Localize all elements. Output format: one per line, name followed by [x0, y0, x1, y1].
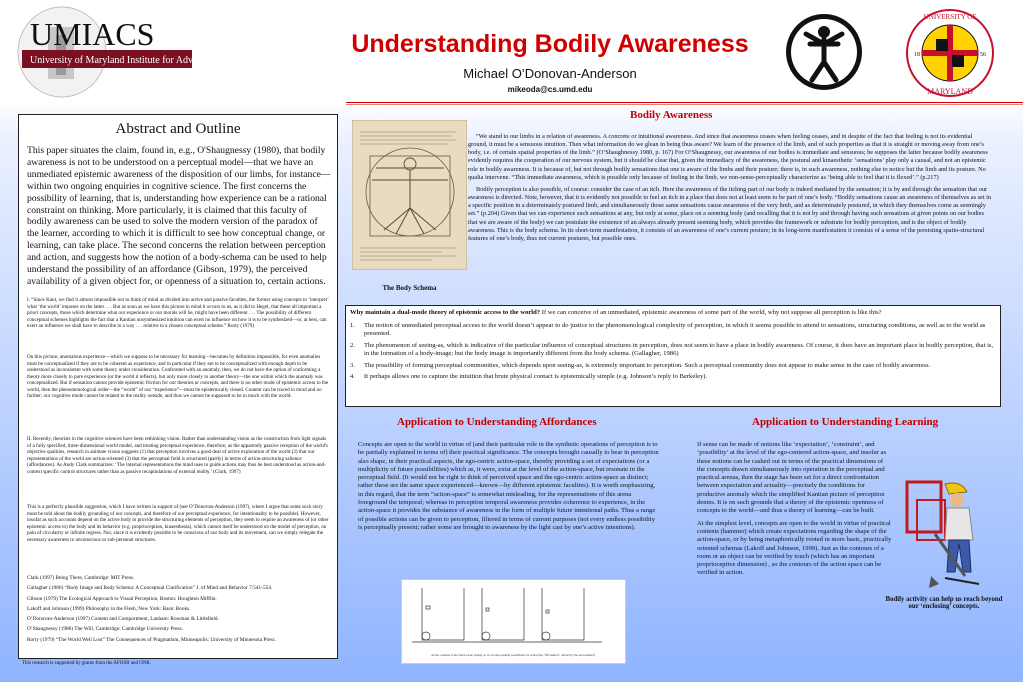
list-item-number: 1.	[350, 322, 355, 329]
seal-top-text: UNIVERSITY OF	[923, 13, 977, 21]
question-lead-rest: If we can conceive of an unmediated, epistemic awareness of some part of the world, why not suppose all perception is like this?	[540, 309, 882, 316]
question-lead-bold: Why maintain a dual-mode theory of epistemic access to the world?	[350, 309, 541, 316]
reference-item: Rorty (1979) “The World Well Lost” The Consequences of Pragmatism, Minneapolis: University of Minnesota Press.	[27, 636, 276, 643]
list-item-number: 4.	[350, 373, 355, 381]
reference-item: Gibson (1979) The Ecological Approach to Visual Perception, Boston: Houghton Mifflin.	[27, 595, 217, 602]
list-item-text: The phenomenon of seeing-as, which is indicative of the particular influence of conceptual structures in perception, does not seem to have a place in bodily awareness. Of course, it does have an important place in bodily perception, that is, in the formation of a body-image; but the body image is importantly different from the body schema. (Gallagher, 1986)	[364, 341, 994, 358]
reference-item: Gallagher (1986) “Body Image and Body Schema: A Conceptual Clarification” J. of Mind and Behavior 7:541-554.	[27, 585, 273, 592]
references-list	[27, 573, 331, 645]
header-divider-secondary	[346, 104, 1023, 105]
funding-note: This research is supported by grants from the AFOSR and ONR.	[22, 661, 152, 666]
footnote-one-continued: On this picture, anomalous experience—which we suppose to be necessary for learning—becomes by definition impossible, for even anomalies must be conceptualized if they are to be coherent as experience, and in particular if they are to be conceptualized with enough depth to be understood as inconsistent with some theory under consideration. Confronted with an anomaly, then, we do not have the option of conforming a theory more closely to pure experience (or the world it reflects), but only more closely to another theory—the one within which the anomaly was conceptualized. But if sensation cannot provide epistemic friction for our theories or concepts, and there is no other mode of epistemic access to the world, then the phenomenological order—the “world” of our “experience”—must be epistemically closed. Content can be traced to mind and no further; our cognitive mode cannot be related to the reality outside, and thus we cannot be supposed to be in touch with the world.	[27, 354, 329, 399]
reference-item: Lakoff and Johnson (1999) Philosophy in the Flesh, New York: Basic Books.	[27, 605, 191, 612]
seal-year-left: 18	[914, 52, 920, 58]
body-schema-caption: The Body Schema	[382, 284, 437, 292]
footnote-one: I. “Since Kant, we find it almost impossible not to think of mind as divided into active and passive faculties, the former using concepts to ‘interpret’ what ‘the world’ imposes on the latter . . . But as soon as we have this picture in mind it occurs to us, as it did to Hegel, that these all important a priori concepts, those which determine what our experience or our morals will be, might have been different . . . The possibility of different conceptual schemes highlights the fact that a Kantian unsynthesized intuition can exert no influence on how it is to be synthesized—or, at best, can exert an influence we shall have to describe in a way . . . relative to a chosen conceptual scheme.” Rorty (1979)	[27, 297, 329, 329]
abstract-panel	[18, 114, 338, 659]
seal-year-right: 56	[980, 52, 986, 58]
circular-figure-logo	[784, 12, 864, 92]
list-item-text: The notion of unmediated perceptual access to the world doesn’t appear to do justice to the phenomenological complexity of perception, in which it seems possible to attend to sensations, structuring conditions, as well as to the world as presented.	[364, 322, 986, 338]
affordances-figure	[401, 579, 626, 664]
list-item-text: The possibility of forming perceptual communities, which depends upon seeing-as, is extremely important to perception. Such a perceptual community does not appear to make sense in the case of bodily awareness.	[364, 361, 931, 369]
learning-figure-caption: Bodily activity can help us reach beyond our ‘enclosing’ concepts.	[885, 596, 1003, 610]
umiacs-wordmark: UMIACS	[30, 16, 155, 52]
list-item	[350, 373, 996, 381]
bodily-paragraph: Bodily perception is also possible, of course: consider the case of an itch. Here the awareness of the itching part of our body is indeed mediated by the sensation; it is by and through the sensation that our awareness is directed. Note, however, that it is evidently not possible to feel an itch in a place that does not at least seem to be part of one’s body. “Bodily sensations cause an awareness of themselves as set in a specific position in a determinately postured limb, and simultaneously those same sensations cause awareness of the very limb, and as determinately postured, in which they themselves come as seemingly set.” (p.204) Given that we can experience such sensations at any, but only at some, place on a seeming body (and recalling that it is not by and through having such sensations at given points on our bodies that we are aware of the body) we can postulate the existence of an always already present seeming body, which provides the framework or substrate for bodily perception, and is the object of bodily awareness. This is the body schema. In its short-term manifestation, it consists of an awareness of one’s current posture; in its long-term manifestation it consists of a sense of the persisting spatio-structural features of one’s body, thus not current postures, but possible ones.	[468, 185, 992, 242]
vitruvian-man-image	[352, 120, 467, 270]
author-email[interactable]: mikeoda@cs.umd.edu	[507, 85, 593, 94]
author-name: Michael O’Donovan-Anderson	[463, 66, 637, 81]
bodily-paragraph: “We stand to our limbs in a relation of awareness. A concrete or intuitional awareness. And since that awareness ceases when feeling ceases, and in despite of the fact that feeling is not its evidential ground, it must be a sensuous intuition. Then what information do we glean in being thus aware? We learn of the presence of the limb, and of such properties as that it is straight or moving away from one’s body, i.e. of certain spatial properties of the limb.” (O’Shaughnessy 1980, p. 167) For O’Shaugnessy, our awareness of our bodies is immediate and sensuous; he supposes the latter because bodily awareness evidently requires the cooperation of our nervous system, but it should be clear that, given the immediacy of the awareness, the postural and kinaesthetic ‘sensations’ play only a causal, and not an epistemic role in bodily awareness. It is because of, but not through bodily sensations that one is aware of the limbs and their posture; there is, in such awareness, nothing else to notice but the limb and its posture. No qualia intervene. “This immediate awareness, which is possible only because of feeling in the limb, we non-sense-perceptually characterize as ‘being able to feel that it is flexed’.” (p.217)	[468, 133, 988, 181]
abstract-heading: Abstract and Outline	[115, 121, 241, 137]
list-item-text: It perhaps allows one to capture the intuition that brute physical contact is epistemically simple (e.g. Johnson’s reply to Berkeley).	[364, 373, 708, 381]
affordances-body: Concepts are open to the world in virtue of (and their particular role in the synthetic operations of perception is to be partially explained in terms of) their practical significance. The concepts brought causally to bear in perception also shape, in their practical aspects, the ego-centric action-space, thereby providing a set of expectations (or a multiplicity of future possibilities) which as, it were, exist at the level of the action-space, but resonate in the perceptual field. (It would not be right to think of perceived space and the ego-centric action-space as distinct; rather these are the same space experienced—known—by different epistemic faculties). It is worth emphasizing, in this regard, that the term “action-space” is somewhat misleading, for the representations of this arena foreground the temporal; whereas in perception temporal awareness provides coherence to experience, in the action-space it provides the substance of awareness in the form of multiple future intentional paths. Thus a range of possible actions can be given to perception, filtered in terms of current purposes (not every endless possibility is perceptually present; rather some are brought to awareness by the light cast by one’s active intentions).	[358, 441, 659, 531]
list-item-number: 2.	[350, 341, 355, 349]
bodily-awareness-body	[468, 133, 993, 247]
university-of-maryland-seal	[905, 8, 995, 98]
reference-item: O’Donovan-Anderson (1997) Content and Comportment, Lanham: Rowman & Littlefield.	[27, 616, 219, 623]
reference-item: Clark (1997) Being There, Cambridge: MIT Press.	[27, 575, 135, 581]
abstract-body: This paper situates the claim, found in, e.g., O'Shaugnessy (1980), that bodily awareness is not to be understood on a perceptual model—that we have an unmediated epistemic awareness of the disposition of our limbs, for instance—within two ongoing enquiries in cognitive science. The first concerns the possibility of learning, that is, understanding how experience can be a rational constraint on thinking. More particularly, it is claimed that this faculty of bodily awareness can be used to solve the modern version of the paradox of the learner, according to which it is difficult to see how conceptual change, or learning, can take place. The second concerns the relation between perception and action, and suggests how the notion of a body-schema can be used to help understand the possibility of an affordance (Gibson, 1979), the perceived availability of a given object for, or openness of a situation to, certain actions.	[27, 145, 331, 287]
affordances-heading: Application to Understanding Affordances	[397, 416, 597, 428]
dual-mode-question-box	[345, 305, 1001, 407]
affordances-figure-caption: As the contents of the visual scene change, so too do the potential possibilities for action (the “affordances” offered by the environment)	[431, 653, 595, 657]
learning-heading: Application to Understanding Learning	[752, 416, 939, 428]
seal-bottom-text: MARYLAND	[927, 87, 973, 96]
learning-body	[697, 441, 892, 582]
learning-paragraph: At the simplest level, concepts are open to the world in virtue of practical contents (hammer) which create expectations regarding the shape of the action-space, or by being metaphorically rooted in more basic, practically oriented schemas (Lakoff and Johnson, 1999). Just as the contours of a room or an object can be verified by touch (which has an important proprioceptive dimension) , so the contours of the action space can be verified in action.	[697, 519, 892, 577]
umiacs-subtitle: University of Maryland Institute for Advanced Computer Studies	[30, 55, 291, 66]
list-item	[350, 322, 996, 339]
header-divider	[346, 102, 1023, 103]
reference-item: O’Shaugnessy (1980) The Will, Cambridge: Cambridge University Press.	[27, 626, 183, 633]
footnote-two: II. Recently, theorists in the cognitive sciences have been rethinking vision. Rather than understanding vision as the construction from light signals of a fully specified, three-dimensional world model, and treating perceptual experience, therefore, as the apparently passive reception of the world's objective qualities, research in animate vision suggests (1) that perception involves a good deal of active exploration of the world (2) that our representations of the world are action-oriented (3) that the perceptual field is structured (partly) in terms of action-structuring salience (affordances). As Andy Clark summarizes: ‘The internal representations the mind uses to guide actions may thus be best understood as action-and-context specific control structures rather than as passive recapitulations of external reality.’ (Clark, 1997)	[27, 436, 328, 475]
construction-worker-illustration	[905, 480, 985, 592]
umiacs-logo	[14, 5, 314, 100]
question-lead	[350, 309, 996, 317]
list-item	[350, 342, 996, 359]
poster-title: Understanding Bodily Awareness	[351, 30, 749, 58]
list-item-number: 3.	[350, 361, 355, 369]
bodily-awareness-heading: Bodily Awareness	[630, 109, 713, 121]
learning-paragraph: If sense can be made of notions like ‘expectation’, ‘constraint’, and ‘possibility’ at the level of the ego-centered action-space, and insofar as these notions can be cashed out in terms of the practical dimensions of the concepts drawn simultaneously into operation in the perceptual and practical arenas, then the stage has been set for a direct confrontation between expectation and actuality—precisely the conditions for productive anomaly which the simplified Kantian picture of perception denies. It is on such grounds that a theory of the epistemic openness of concepts to the world—and thus a theory of learning—can be built.	[697, 441, 887, 515]
question-reasons-list	[346, 322, 1000, 384]
list-item	[350, 362, 996, 370]
footnote-two-continued: This is a perfectly plausible suggestion, which I have written in support of (see O’Donovan-Anderson (1997), where I argue that some such story must be told about the bodily grounding of our concepts, and therefore of our perceptual experience, for intentionality to be possible). However, insofar as such accounts depend on the active body to provide the structuring elements of perception, they seem to require an awareness of (or other epistemic access to) the body and its behavior (e.g. proprioception, kinaesthesia), which cannot itself be understood on the model of perception, on pain of circularity or infinite regress. Nor, since it is evidently possible to be conscious of our body and its movement, can we simply relegate the necessary awareness to unconscious or sub-personal structures.	[27, 504, 329, 543]
